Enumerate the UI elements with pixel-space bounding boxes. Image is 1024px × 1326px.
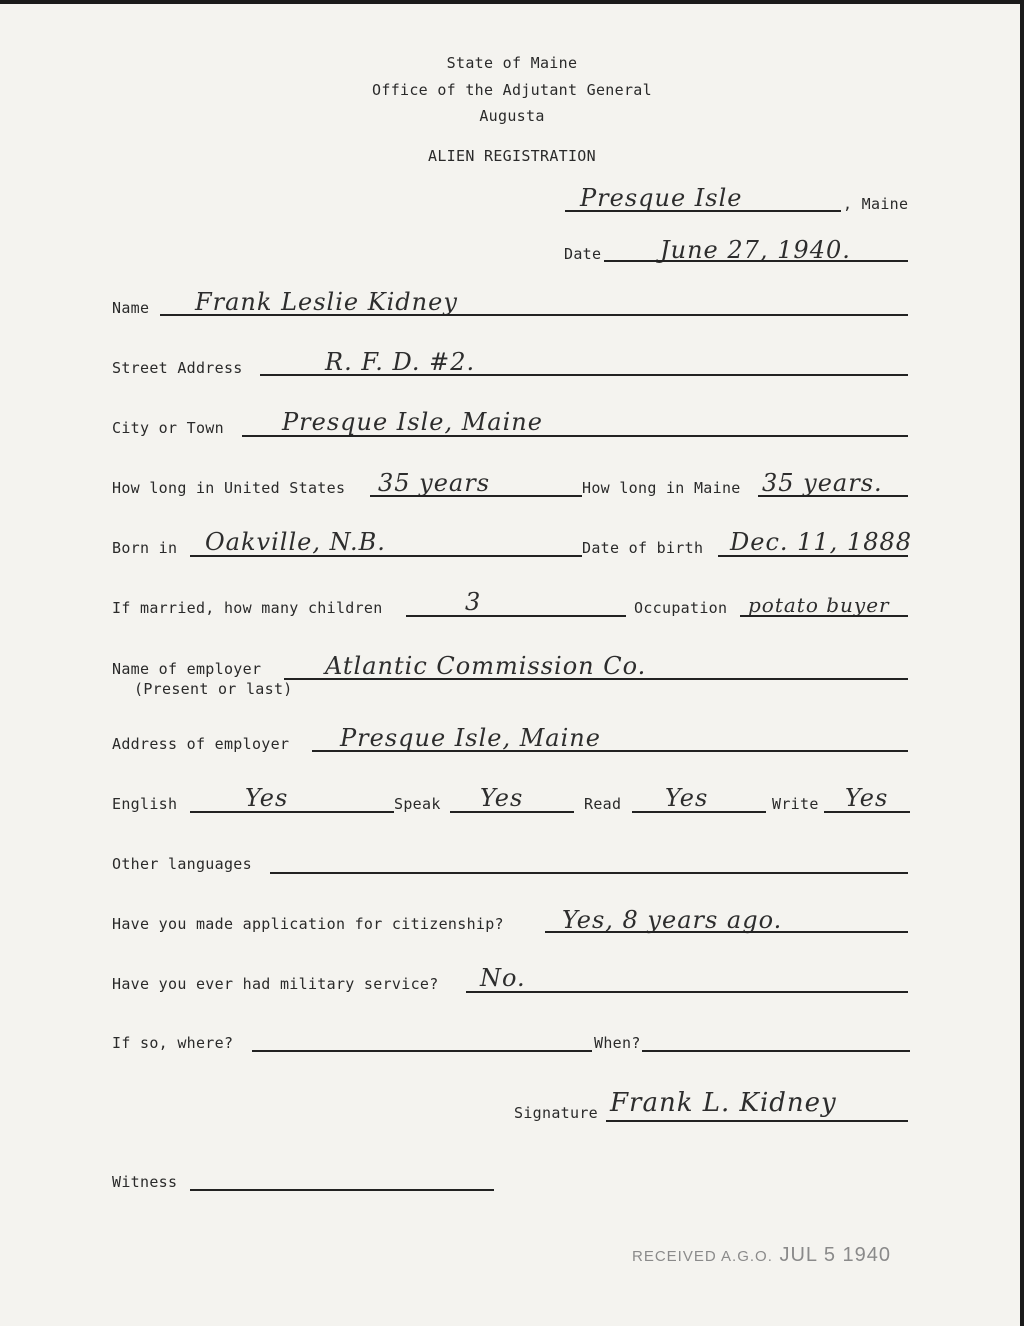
read-line (632, 811, 766, 813)
place-line (565, 210, 841, 212)
employer-address-line (312, 750, 908, 752)
occupation-value: potato buyer (748, 593, 890, 617)
place-value: Presque Isle (580, 184, 743, 212)
witness-label: Witness (112, 1173, 178, 1191)
witness-line (190, 1189, 494, 1191)
occupation-line (740, 615, 908, 617)
employer-label: Name of employer (112, 660, 262, 678)
citizenship-label: Have you made application for citizenship? (112, 915, 504, 933)
street-address-line (260, 374, 908, 376)
date-value: June 27, 1940. (660, 236, 851, 264)
date-of-birth-value: Dec. 11, 1888 (730, 528, 913, 556)
citizenship-line (545, 931, 908, 933)
when-label: When? (594, 1034, 641, 1052)
registration-form (0, 4, 1020, 1326)
stamp-date: JUL 5 1940 (779, 1244, 891, 1266)
name-line (160, 314, 908, 316)
born-in-label: Born in (112, 539, 178, 557)
employer-line (284, 678, 908, 680)
english-label: English (112, 795, 178, 813)
read-label: Read (584, 795, 622, 813)
signature-line (606, 1120, 908, 1122)
header-state: State of Maine (446, 54, 578, 72)
born-in-line (190, 555, 582, 557)
signature-value: Frank L. Kidney (610, 1088, 837, 1118)
how-long-us-label: How long in United States (112, 479, 346, 497)
city-value: Presque Isle, Maine (282, 408, 543, 436)
stamp-text: RECEIVED A.G.O. (632, 1248, 773, 1265)
date-of-birth-label: Date of birth (582, 539, 704, 557)
how-long-us-value: 35 years (378, 469, 491, 497)
received-stamp (632, 1244, 891, 1267)
header-office: Office of the Adjutant General (372, 81, 652, 99)
occupation-label: Occupation (634, 599, 728, 617)
date-line (604, 260, 908, 262)
street-address-value: R. F. D. #2. (325, 348, 476, 376)
military-label: Have you ever had military service? (112, 975, 439, 993)
how-long-maine-label: How long in Maine (582, 479, 741, 497)
write-value: Yes (845, 784, 889, 812)
when-line (642, 1050, 910, 1052)
city-label: City or Town (112, 419, 224, 437)
write-line (824, 811, 910, 813)
name-value: Frank Leslie Kidney (195, 288, 458, 316)
military-value: No. (480, 964, 526, 992)
military-line (466, 991, 908, 993)
if-so-line (252, 1050, 592, 1052)
street-address-label: Street Address (112, 359, 243, 377)
signature-label: Signature (514, 1104, 598, 1122)
name-label: Name (112, 299, 150, 317)
born-in-value: Oakville, N.B. (205, 528, 386, 556)
speak-value: Yes (480, 784, 524, 812)
place-suffix: , Maine (843, 195, 909, 213)
english-value: Yes (245, 784, 289, 812)
city-line (242, 435, 908, 437)
children-value: 3 (465, 588, 482, 616)
other-languages-line (270, 872, 908, 874)
write-label: Write (772, 795, 819, 813)
how-long-maine-line (758, 495, 908, 497)
how-long-us-line (370, 495, 582, 497)
header-city: Augusta (479, 107, 545, 125)
citizenship-value: Yes, 8 years ago. (562, 906, 783, 934)
employer-address-value: Presque Isle, Maine (340, 724, 601, 752)
date-of-birth-line (718, 555, 908, 557)
form-title: ALIEN REGISTRATION (428, 147, 596, 165)
read-value: Yes (665, 784, 709, 812)
other-languages-label: Other languages (112, 855, 252, 873)
employer-value: Atlantic Commission Co. (325, 652, 647, 680)
date-label: Date (564, 245, 602, 263)
employer-sublabel: (Present or last) (134, 680, 293, 698)
employer-address-label: Address of employer (112, 735, 290, 753)
speak-label: Speak (394, 795, 441, 813)
children-line (406, 615, 626, 617)
if-so-label: If so, where? (112, 1034, 234, 1052)
english-line (190, 811, 394, 813)
children-label: If married, how many children (112, 599, 383, 617)
how-long-maine-value: 35 years. (762, 469, 883, 497)
speak-line (450, 811, 574, 813)
